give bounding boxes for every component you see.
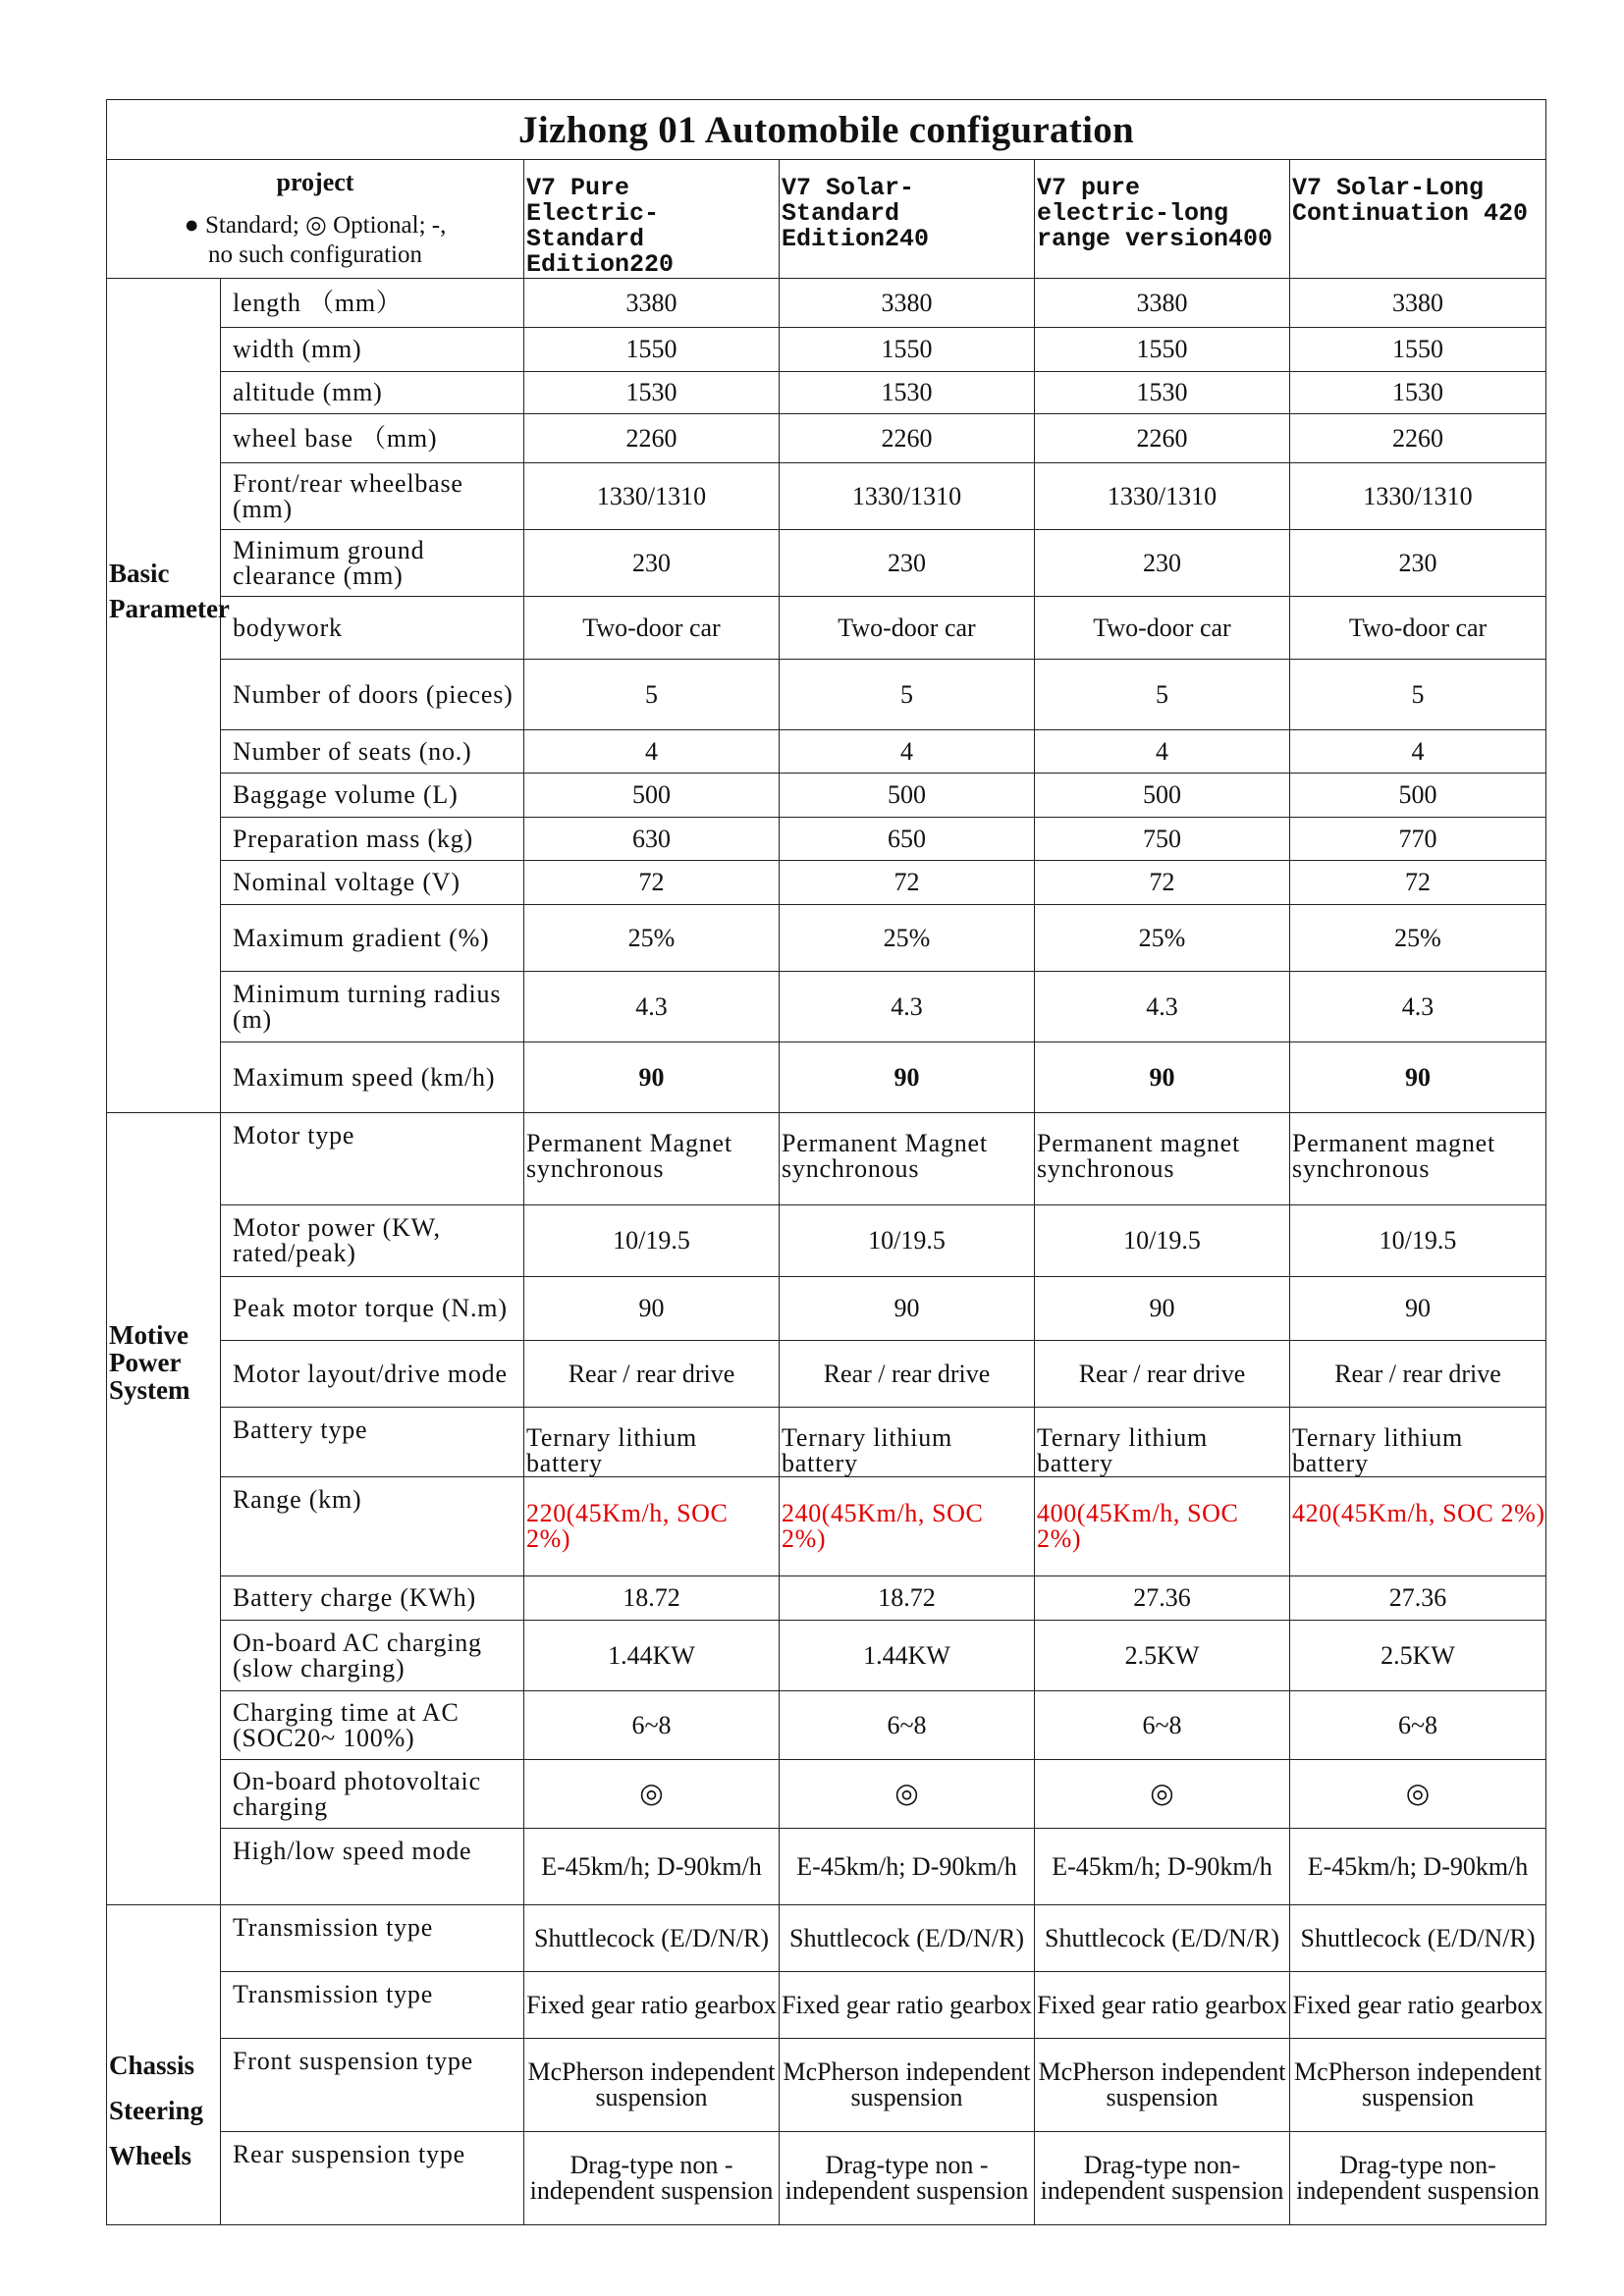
cell-version-1: 5 <box>524 660 780 730</box>
row-label: altitude (mm) <box>221 372 524 414</box>
cell-version-4: 1530 <box>1290 372 1546 414</box>
cell-version-3: 3380 <box>1035 279 1290 328</box>
cell-version-1: 3380 <box>524 279 780 328</box>
cell-version-3: 25% <box>1035 905 1290 972</box>
cell-version-3: ◎ <box>1035 1760 1290 1829</box>
cell-version-2: 4.3 <box>780 972 1035 1042</box>
cell-version-3: 2260 <box>1035 414 1290 463</box>
version-header-4: V7 Solar-Long Continuation 420 <box>1290 160 1546 279</box>
cell-version-4: 500 <box>1290 774 1546 818</box>
cell-version-1: 1.44KW <box>524 1621 780 1691</box>
cell-version-3: Rear / rear drive <box>1035 1341 1290 1408</box>
cell-version-3: 6~8 <box>1035 1691 1290 1760</box>
cell-version-3: 10/19.5 <box>1035 1205 1290 1277</box>
cell-version-4: McPherson independent suspension <box>1290 2039 1546 2132</box>
cell-version-4: Ternary lithium battery <box>1290 1408 1546 1477</box>
table-row <box>107 279 1546 328</box>
cell-version-3: 1530 <box>1035 372 1290 414</box>
row-label: Battery type <box>221 1408 524 1477</box>
row-label: Front suspension type <box>221 2039 524 2132</box>
row-label: Nominal voltage (V) <box>221 861 524 905</box>
row-label: Motor power (KW, rated/peak) <box>221 1205 524 1277</box>
table-row <box>107 1277 1546 1341</box>
table-row <box>107 1760 1546 1829</box>
cell-version-1: 10/19.5 <box>524 1205 780 1277</box>
cell-version-4: 230 <box>1290 530 1546 597</box>
cell-version-1: Rear / rear drive <box>524 1341 780 1408</box>
row-label: On-board AC charging (slow charging) <box>221 1621 524 1691</box>
row-label: Rear suspension type <box>221 2132 524 2225</box>
cell-version-4: 770 <box>1290 818 1546 861</box>
row-label: Battery charge (KWh) <box>221 1576 524 1621</box>
row-label: Motor type <box>221 1113 524 1205</box>
project-label: project <box>276 168 354 196</box>
cell-version-2: ◎ <box>780 1760 1035 1829</box>
cell-version-4: 27.36 <box>1290 1576 1546 1621</box>
cell-version-1: ◎ <box>524 1760 780 1829</box>
cell-version-1: 90 <box>524 1277 780 1341</box>
cell-version-2: 1530 <box>780 372 1035 414</box>
cell-version-3: 2.5KW <box>1035 1621 1290 1691</box>
cell-version-2: 5 <box>780 660 1035 730</box>
cell-version-4: 72 <box>1290 861 1546 905</box>
cell-version-3: 1330/1310 <box>1035 463 1290 530</box>
row-label: Baggage volume (L) <box>221 774 524 818</box>
cell-version-3: 5 <box>1035 660 1290 730</box>
table-row <box>107 1042 1546 1113</box>
cell-version-3: 750 <box>1035 818 1290 861</box>
cell-version-1: Drag-type non -independent suspension <box>524 2132 780 2225</box>
cell-version-3: McPherson independent suspension <box>1035 2039 1290 2132</box>
cell-version-4: 2260 <box>1290 414 1546 463</box>
cell-version-2: 240(45Km/h, SOC 2%) <box>780 1477 1035 1576</box>
cell-version-4: 2.5KW <box>1290 1621 1546 1691</box>
cell-version-4: Shuttlecock (E/D/N/R) <box>1290 1905 1546 1972</box>
cell-version-4: 420(45Km/h, SOC 2%) <box>1290 1477 1546 1576</box>
cell-version-1: 500 <box>524 774 780 818</box>
cell-version-2: 90 <box>780 1277 1035 1341</box>
table-row <box>107 1972 1546 2039</box>
table-row <box>107 905 1546 972</box>
cell-version-2: 6~8 <box>780 1691 1035 1760</box>
cell-version-1: 72 <box>524 861 780 905</box>
row-label: Transmission type <box>221 1972 524 2039</box>
cell-version-2: 72 <box>780 861 1035 905</box>
table-row <box>107 530 1546 597</box>
table-row <box>107 414 1546 463</box>
cell-version-2: 4 <box>780 730 1035 774</box>
cell-version-1: Permanent Magnet synchronous <box>524 1113 780 1205</box>
cell-version-4: Fixed gear ratio gearbox <box>1290 1972 1546 2039</box>
table-row <box>107 372 1546 414</box>
cell-version-1: 18.72 <box>524 1576 780 1621</box>
row-label: wheel base （mm) <box>221 414 524 463</box>
row-label: Front/rear wheelbase (mm) <box>221 463 524 530</box>
cell-version-1: 1530 <box>524 372 780 414</box>
cell-version-2: Permanent Magnet synchronous <box>780 1113 1035 1205</box>
cell-version-3: 500 <box>1035 774 1290 818</box>
table-row <box>107 1113 1546 1205</box>
row-label: On-board photovoltaic charging <box>221 1760 524 1829</box>
cell-version-1: 4.3 <box>524 972 780 1042</box>
table-row <box>107 1576 1546 1621</box>
cell-version-3: 27.36 <box>1035 1576 1290 1621</box>
cell-version-3: 90 <box>1035 1277 1290 1341</box>
row-label: Maximum gradient (%) <box>221 905 524 972</box>
cell-version-4: Drag-type non-independent suspension <box>1290 2132 1546 2225</box>
table-row <box>107 328 1546 372</box>
cell-version-3: 1550 <box>1035 328 1290 372</box>
cell-version-2: Drag-type non -independent suspension <box>780 2132 1035 2225</box>
row-label: Number of seats (no.) <box>221 730 524 774</box>
cell-version-2: Ternary lithium battery <box>780 1408 1035 1477</box>
cell-version-2: 90 <box>780 1042 1035 1113</box>
table-title: Jizhong 01 Automobile configuration <box>107 100 1546 160</box>
cell-version-3: 4.3 <box>1035 972 1290 1042</box>
cell-version-3: E-45km/h; D-90km/h <box>1035 1829 1290 1905</box>
cell-version-2: Shuttlecock (E/D/N/R) <box>780 1905 1035 1972</box>
row-label: Minimum turning radius (m) <box>221 972 524 1042</box>
cell-version-2: 3380 <box>780 279 1035 328</box>
table-row <box>107 2132 1546 2225</box>
table-row <box>107 1829 1546 1905</box>
table-row <box>107 818 1546 861</box>
table-row <box>107 1408 1546 1477</box>
table-row <box>107 1205 1546 1277</box>
row-label: Range (km) <box>221 1477 524 1576</box>
version-header-1: V7 Pure Electric-Standard Edition220 <box>524 160 780 279</box>
table-row <box>107 1691 1546 1760</box>
cell-version-3: Fixed gear ratio gearbox <box>1035 1972 1290 2039</box>
cell-version-2: Fixed gear ratio gearbox <box>780 1972 1035 2039</box>
cell-version-1: 1330/1310 <box>524 463 780 530</box>
cell-version-1: 630 <box>524 818 780 861</box>
table-row <box>107 1621 1546 1691</box>
version-header-2: V7 Solar-Standard Edition240 <box>780 160 1035 279</box>
cell-version-4: 5 <box>1290 660 1546 730</box>
cell-version-1: McPherson independent suspension <box>524 2039 780 2132</box>
table-row <box>107 861 1546 905</box>
row-label: Number of doors (pieces) <box>221 660 524 730</box>
cell-version-2: Two-door car <box>780 597 1035 660</box>
cell-version-2: 230 <box>780 530 1035 597</box>
section-motive: Motive Power System <box>107 1113 221 1905</box>
cell-version-1: 90 <box>524 1042 780 1113</box>
table-row <box>107 1341 1546 1408</box>
cell-version-1: 2260 <box>524 414 780 463</box>
cell-version-1: Fixed gear ratio gearbox <box>524 1972 780 2039</box>
cell-version-3: 90 <box>1035 1042 1290 1113</box>
row-label: Minimum ground clearance (mm) <box>221 530 524 597</box>
section-chassis: Chassis Steering Wheels <box>107 1905 221 2225</box>
row-label: Transmission type <box>221 1905 524 1972</box>
cell-version-4: 4 <box>1290 730 1546 774</box>
table-row <box>107 774 1546 818</box>
row-label: Charging time at AC (SOC20~ 100%) <box>221 1691 524 1760</box>
project-header <box>107 160 524 279</box>
cell-version-2: 18.72 <box>780 1576 1035 1621</box>
cell-version-4: Permanent magnet synchronous <box>1290 1113 1546 1205</box>
row-label: Preparation mass (kg) <box>221 818 524 861</box>
table-row <box>107 2039 1546 2132</box>
cell-version-4: 1550 <box>1290 328 1546 372</box>
row-label: length （mm） <box>221 279 524 328</box>
cell-version-4: 3380 <box>1290 279 1546 328</box>
cell-version-3: Two-door car <box>1035 597 1290 660</box>
cell-version-1: E-45km/h; D-90km/h <box>524 1829 780 1905</box>
cell-version-1: 220(45Km/h, SOC 2%) <box>524 1477 780 1576</box>
cell-version-3: 4 <box>1035 730 1290 774</box>
cell-version-1: Ternary lithium battery <box>524 1408 780 1477</box>
cell-version-1: Two-door car <box>524 597 780 660</box>
cell-version-4: 6~8 <box>1290 1691 1546 1760</box>
legend-line-2: no such configuration <box>207 241 422 268</box>
cell-version-3: 72 <box>1035 861 1290 905</box>
cell-version-2: 650 <box>780 818 1035 861</box>
cell-version-4: Two-door car <box>1290 597 1546 660</box>
cell-version-3: Ternary lithium battery <box>1035 1408 1290 1477</box>
cell-version-1: 4 <box>524 730 780 774</box>
cell-version-2: McPherson independent suspension <box>780 2039 1035 2132</box>
cell-version-1: 6~8 <box>524 1691 780 1760</box>
cell-version-1: Shuttlecock (E/D/N/R) <box>524 1905 780 1972</box>
configuration-table <box>106 99 1546 2225</box>
legend-line-1: ● Standard; ◎ Optional; -, <box>184 212 447 239</box>
row-label: High/low speed mode <box>221 1829 524 1905</box>
cell-version-2: 500 <box>780 774 1035 818</box>
cell-version-4: 90 <box>1290 1042 1546 1113</box>
cell-version-4: 10/19.5 <box>1290 1205 1546 1277</box>
cell-version-2: Rear / rear drive <box>780 1341 1035 1408</box>
cell-version-2: 2260 <box>780 414 1035 463</box>
row-label: width (mm) <box>221 328 524 372</box>
cell-version-4: 4.3 <box>1290 972 1546 1042</box>
cell-version-2: 1.44KW <box>780 1621 1035 1691</box>
cell-version-3: Shuttlecock (E/D/N/R) <box>1035 1905 1290 1972</box>
cell-version-3: Permanent magnet synchronous <box>1035 1113 1290 1205</box>
table-row <box>107 597 1546 660</box>
cell-version-2: 1330/1310 <box>780 463 1035 530</box>
cell-version-2: E-45km/h; D-90km/h <box>780 1829 1035 1905</box>
cell-version-2: 10/19.5 <box>780 1205 1035 1277</box>
table-row <box>107 972 1546 1042</box>
cell-version-4: 90 <box>1290 1277 1546 1341</box>
table-row <box>107 1905 1546 1972</box>
row-label: Maximum speed (km/h) <box>221 1042 524 1113</box>
table-row <box>107 1477 1546 1576</box>
cell-version-4: Rear / rear drive <box>1290 1341 1546 1408</box>
cell-version-3: Drag-type non-independent suspension <box>1035 2132 1290 2225</box>
row-label: Peak motor torque (N.m) <box>221 1277 524 1341</box>
cell-version-3: 400(45Km/h, SOC 2%) <box>1035 1477 1290 1576</box>
cell-version-2: 1550 <box>780 328 1035 372</box>
cell-version-4: 1330/1310 <box>1290 463 1546 530</box>
cell-version-3: 230 <box>1035 530 1290 597</box>
cell-version-4: ◎ <box>1290 1760 1546 1829</box>
section-basic: Basic Parameter <box>107 279 221 1113</box>
version-header-3: V7 pure electric-long range version400 <box>1035 160 1290 279</box>
row-label: bodywork <box>221 597 524 660</box>
table-row <box>107 463 1546 530</box>
table-row <box>107 730 1546 774</box>
cell-version-4: E-45km/h; D-90km/h <box>1290 1829 1546 1905</box>
cell-version-1: 230 <box>524 530 780 597</box>
configuration-sheet <box>106 99 1545 2225</box>
table-row <box>107 660 1546 730</box>
cell-version-4: 25% <box>1290 905 1546 972</box>
cell-version-1: 1550 <box>524 328 780 372</box>
cell-version-1: 25% <box>524 905 780 972</box>
cell-version-2: 25% <box>780 905 1035 972</box>
row-label: Motor layout/drive mode <box>221 1341 524 1408</box>
